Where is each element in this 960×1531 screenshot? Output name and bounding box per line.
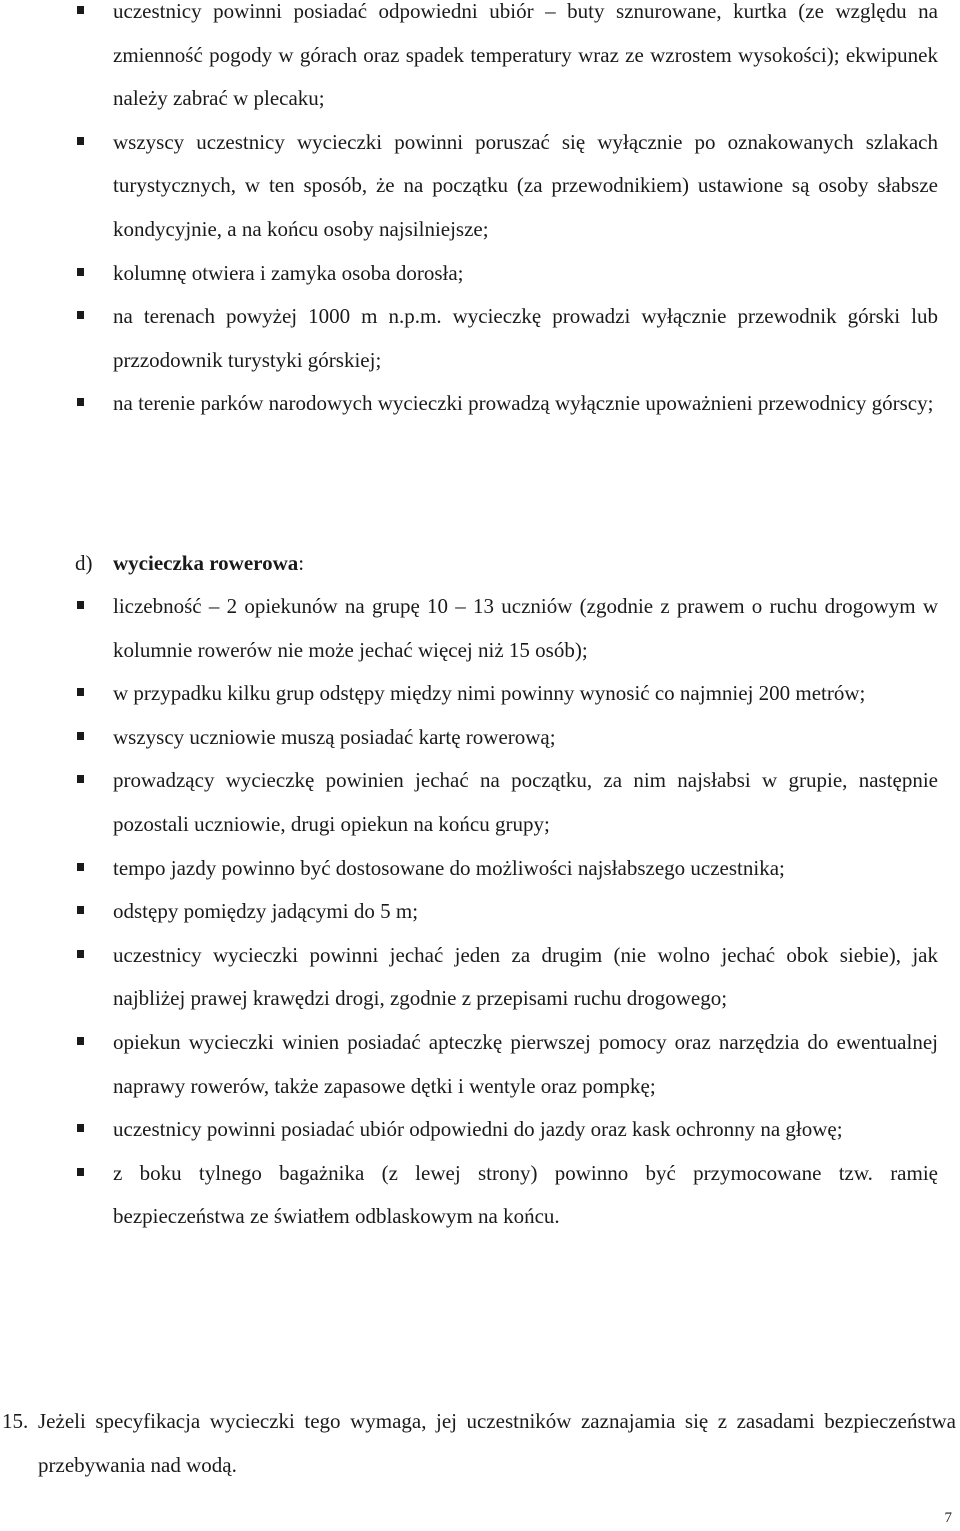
list-item: uczestnicy powinni posiadać odpowiedni ubiór – buty sznurowane, kurtka (ze względu na zmienność pogody w górach oraz spadek temperatury wraz ze wzrostem wysokości); ekwipunek należy zabrać w plecaku; [0, 0, 960, 121]
list-item: odstępy pomiędzy jadącymi do 5 m; [0, 890, 960, 934]
square-bullet-icon [77, 863, 84, 871]
list-item: wszyscy uczestnicy wycieczki powinni poruszać się wyłącznie po oznakowanych szlakach turystycznych, w ten sposób, że na początku (za przewodnikiem) ustawione są osoby słabsze kondycyjnie, a na końcu osoby najsilniejsze; [0, 121, 960, 252]
mountain-trip-rules-list [0, 0, 960, 426]
square-bullet-icon [77, 6, 84, 14]
square-bullet-icon [77, 601, 84, 609]
square-bullet-icon [77, 398, 84, 406]
page-number: 7 [944, 1510, 952, 1526]
list-item: uczestnicy wycieczki powinni jechać jeden za drugim (nie wolno jechać obok siebie), jak najbliżej prawej krawędzi drogi, zgodnie z przepisami ruchu drogowego; [0, 934, 960, 1021]
list-item: na terenie parków narodowych wycieczki prowadzą wyłącznie upoważnieni przewodnicy górscy; [0, 382, 960, 426]
list-item: opiekun wycieczki winien posiadać apteczkę pierwszej pomocy oraz narzędzia do ewentualnej naprawy rowerów, także zapasowe dętki i wentyle oraz pompkę; [0, 1021, 960, 1108]
square-bullet-icon [77, 688, 84, 696]
list-item: kolumnę otwiera i zamyka osoba dorosła; [0, 252, 960, 296]
square-bullet-icon [77, 1124, 84, 1132]
list-item: liczebność – 2 opiekunów na grupę 10 – 13 uczniów (zgodnie z prawem o ruchu drogowym w kolumnie rowerów nie może jechać więcej niż 15 osób); [0, 585, 960, 672]
list-item: prowadzący wycieczkę powinien jechać na początku, za nim najsłabsi w grupie, następnie pozostali uczniowie, drugi opiekun na końcu grupy; [0, 759, 960, 846]
list-item: uczestnicy powinni posiadać ubiór odpowiedni do jazdy oraz kask ochronny na głowę; [0, 1108, 960, 1152]
list-item: w przypadku kilku grup odstępy między nimi powinny wynosić co najmniej 200 metrów; [0, 672, 960, 716]
numbered-item-15 [0, 1400, 960, 1487]
bike-trip-rules-list [0, 585, 960, 1239]
item-number: 15. [2, 1409, 29, 1433]
list-item: z boku tylnego bagażnika (z lewej strony) powinno być przymocowane tzw. ramię bezpieczeństwa ze światłem odblaskowym na końcu. [0, 1152, 960, 1239]
section-heading-bike-trip [75, 542, 935, 586]
item-text: Jeżeli specyfikacja wycieczki tego wymaga, jej uczestników zaznajamia się z zasadami bezpieczeństwa przebywania nad wodą. [38, 1409, 956, 1477]
section-title: wycieczka rowerowa [113, 551, 299, 575]
square-bullet-icon [77, 1168, 84, 1176]
list-item: na terenach powyżej 1000 m n.p.m. wycieczkę prowadzi wyłącznie przewodnik górski lub przzodownik turystyki górskiej; [0, 295, 960, 382]
list-item: wszyscy uczniowie muszą posiadać kartę rowerową; [0, 716, 960, 760]
square-bullet-icon [77, 137, 84, 145]
list-item: tempo jazdy powinno być dostosowane do możliwości najsłabszego uczestnika; [0, 847, 960, 891]
square-bullet-icon [77, 268, 84, 276]
square-bullet-icon [77, 1037, 84, 1045]
square-bullet-icon [77, 906, 84, 914]
square-bullet-icon [77, 950, 84, 958]
section-letter: d) [75, 551, 93, 575]
square-bullet-icon [77, 775, 84, 783]
square-bullet-icon [77, 311, 84, 319]
square-bullet-icon [77, 732, 84, 740]
section-colon: : [298, 551, 305, 575]
